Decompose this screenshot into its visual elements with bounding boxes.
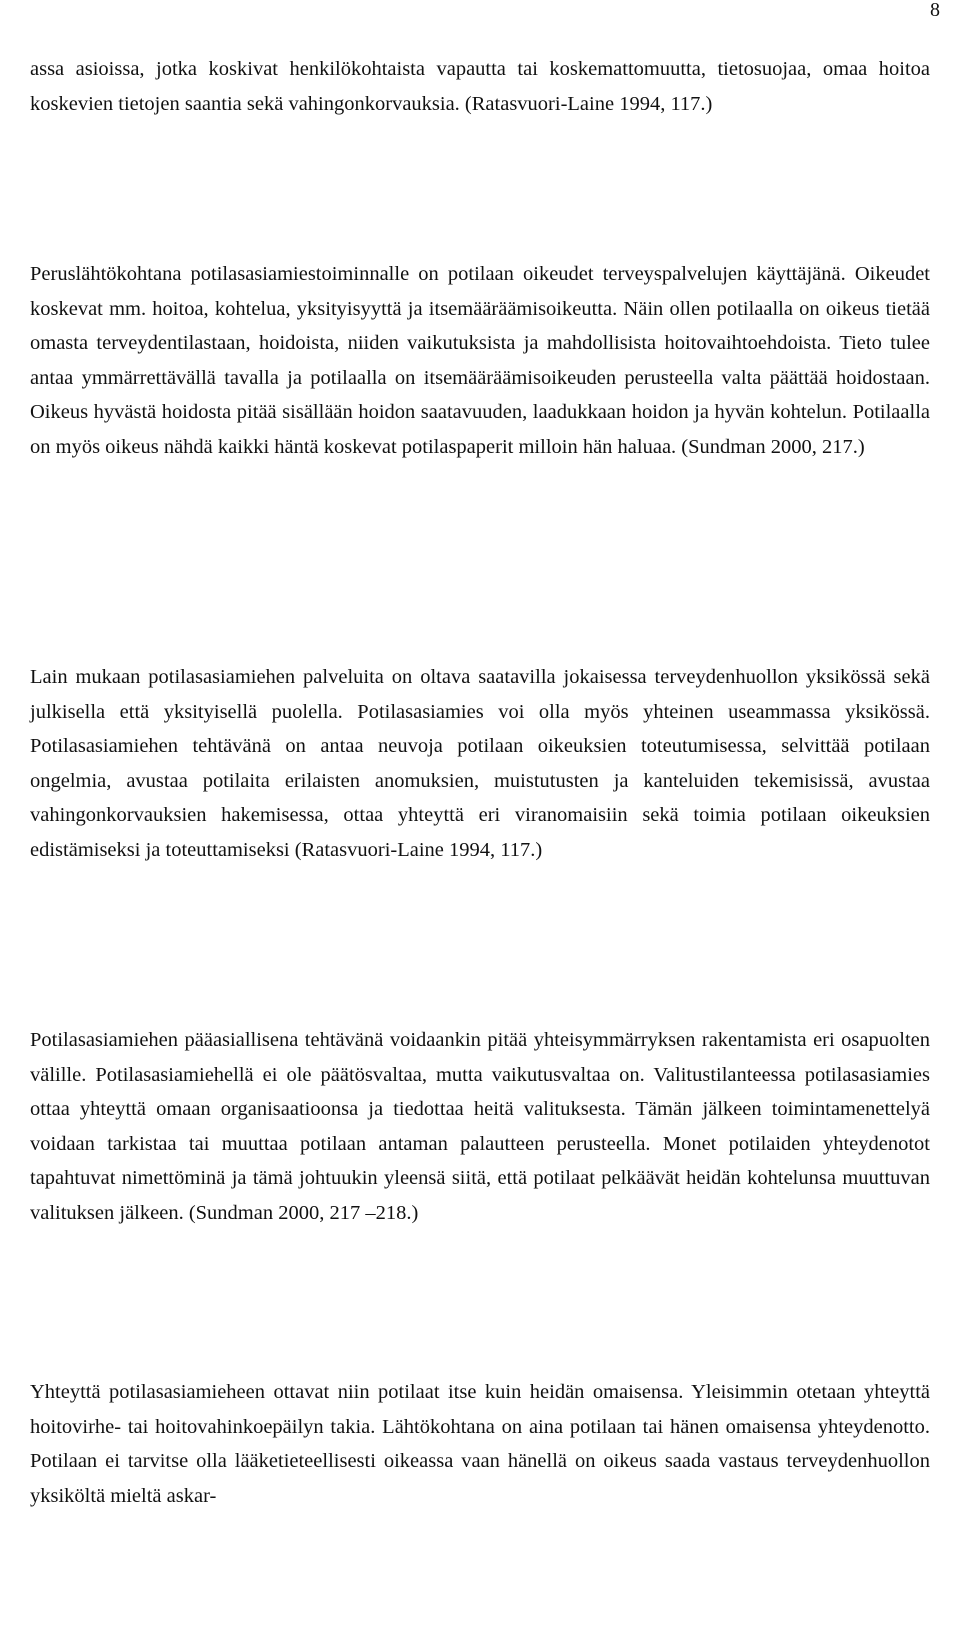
page-number: 8 — [930, 0, 940, 21]
paragraph-3: Lain mukaan potilasasiamiehen palveluita on oltava saatavilla jokaisessa terveydenhuollon yksikössä sekä julkisella että yksityisellä puolella. Potilasasiamies voi olla myös yhteinen useammassa yksikössä. Potilasasiamiehen tehtävänä on antaa neuvoja potilaan oikeuksien toteutumisessa, selvittää potilaan ongelmia, avustaa potilaita erilaisten anomuksien, muistutusten ja kanteluiden tekemisissä, avustaa vahingonkorvauksien hakemisessa, ottaa yhteyttä eri viranomaisiin sekä toimia potilaan oikeuksien edistämiseksi ja toteuttamiseksi (Ratasvuori-Laine 1994, 117.) — [30, 666, 930, 861]
paragraph-2: Peruslähtökohtana potilasasiamiestoiminnalle on potilaan oikeudet terveyspalvelujen käyttäjänä. Oikeudet koskevat mm. hoitoa, kohtelua, yksityisyyttä ja itsemääräämisoikeutta. Näin ollen potilaalla on oikeus tietää omasta terveydentilastaan, hoidoista, niiden vaikutuksista ja mahdollisista hoitovaihtoehdoista. Tieto tulee antaa ymmärrettävällä tavalla ja potilaalla on itsemääräämisoikeuden perusteella valta päättää hoidostaan. Oikeus hyvästä hoidosta pitää sisällään hoidon saatavuuden, laadukkaan hoidon ja hyvän kohtelun. Potilaalla on myös oikeus nähdä kaikki häntä koskevat potilaspaperit milloin hän haluaa. (Sundman 2000, 217.) — [30, 263, 930, 458]
paragraph-5: Yhteyttä potilasasiamieheen ottavat niin potilaat itse kuin heidän omaisensa. Yleisimmin otetaan yhteyttä hoitovirhe- tai hoitovahinkoepäilyn takia. Lähtökohtana on aina potilaan tai hänen omaisensa yhteydenotto. Potilaan ei tarvitse olla lääketieteellisesti oikeassa vaan hänellä on oikeus saada vastaus terveydenhuollon yksiköltä mieltä askar- — [30, 1381, 930, 1507]
paragraph-4: Potilasasiamiehen pääasiallisena tehtävänä voidaankin pitää yhteisymmärryksen rakentamista eri osapuolten välille. Potilasasiamiehellä ei ole päätösvaltaa, mutta vaikutusvaltaa on. Valitustilanteessa potilasasiamies ottaa yhteyttä omaan organisaatioonsa ja tiedottaa heitä valituksesta. Tämän jälkeen toimintamenettelyä voidaan tarkistaa tai muuttaa potilaan antaman palautteen perusteella. Monet potilaiden yhteydenotot tapahtuvat nimettöminä ja tämä johtuukin yleensä siitä, että potilaat pelkäävät heidän kohtelunsa muuttuvan valituksen jälkeen. (Sundman 2000, 217 –218.) — [30, 1029, 930, 1224]
paragraph-1: assa asioissa, jotka koskivat henkilökohtaista vapautta tai koskemattomuutta, tietosuojaa, omaa hoitoa koskevien tietojen saantia sekä vahingonkorvauksia. (Ratasvuori-Laine 1994, 117.) — [30, 58, 930, 115]
